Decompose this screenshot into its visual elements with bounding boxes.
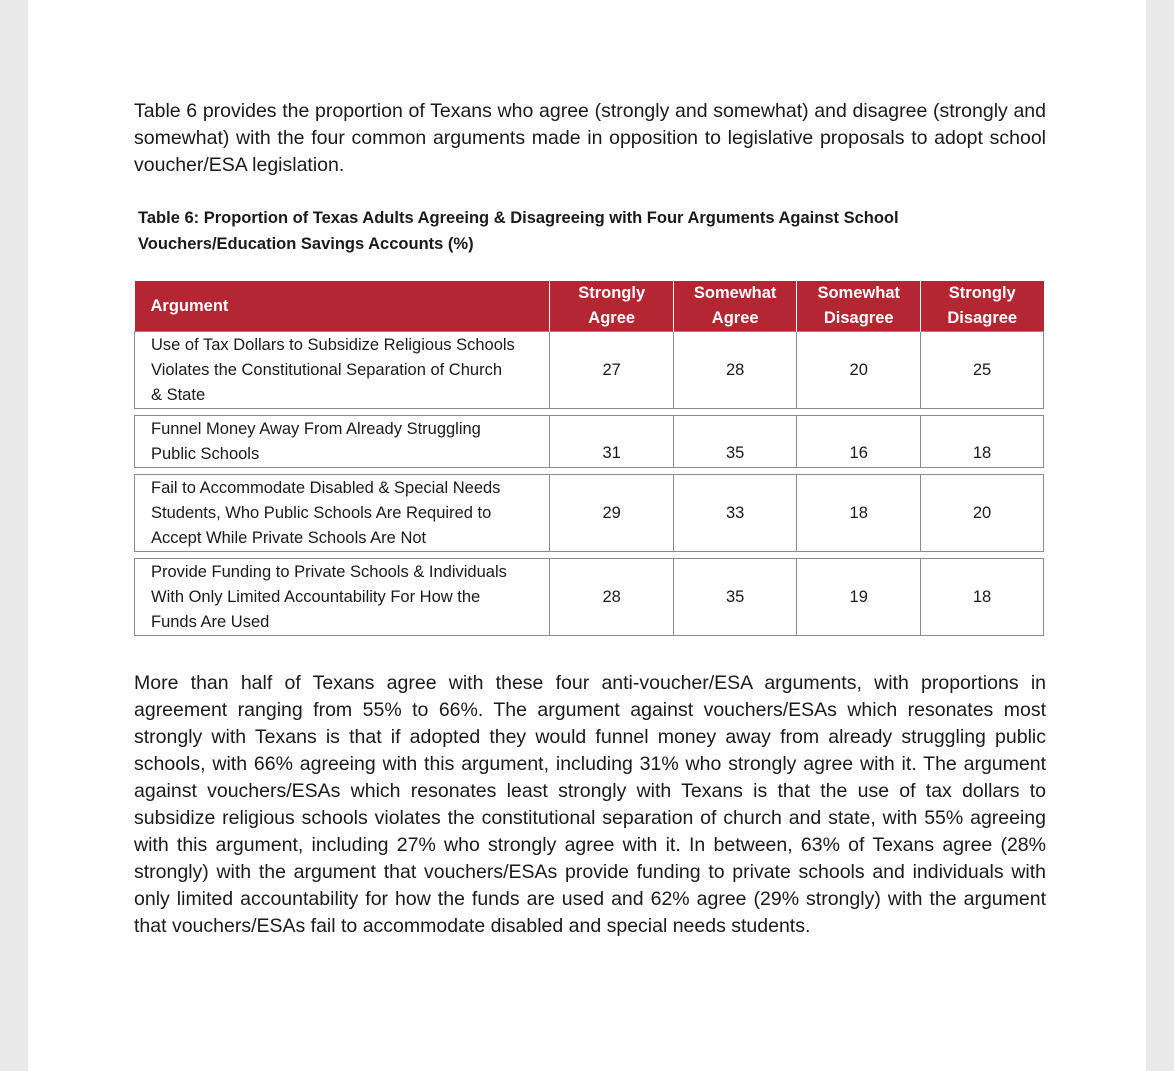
argument-text-line: & State: [151, 386, 206, 404]
argument-text-line: Funds Are Used: [151, 613, 270, 631]
row-separator: [135, 468, 1044, 475]
strongly-disagree-cell: 25: [921, 332, 1044, 409]
argument-text-line: Funnel Money Away From Already Struggling: [151, 420, 481, 438]
document-page: [28, 0, 1146, 1071]
strongly-disagree-cell: 18: [921, 559, 1044, 636]
header-strongly-disagree-line-2: Disagree: [947, 309, 1018, 327]
argument-text-line: Fail to Accommodate Disabled & Special Needs: [151, 479, 501, 497]
argument-cell: [135, 559, 550, 636]
strongly-agree-cell: 29: [550, 475, 673, 552]
argument-text-line: Accept While Private Schools Are Not: [151, 529, 427, 547]
header-strongly-agree-line-1: Strongly: [578, 284, 646, 302]
argument-cell: [135, 416, 550, 468]
header-argument: Argument: [135, 281, 550, 332]
table-row: [135, 559, 1044, 636]
header-strongly-disagree-line-1: Strongly: [948, 284, 1016, 302]
header-somewhat-agree-line-1: Somewhat: [693, 284, 777, 302]
header-strongly-disagree: [921, 281, 1044, 332]
header-strongly-agree-line-2: Agree: [588, 309, 636, 327]
table-header-row: [135, 281, 1044, 332]
somewhat-agree-cell: 35: [673, 559, 797, 636]
somewhat-disagree-cell: 16: [797, 416, 921, 468]
row-separator: [135, 409, 1044, 416]
header-strongly-agree: [550, 281, 673, 332]
argument-text-line: With Only Limited Accountability For How the: [151, 588, 481, 606]
results-table: [134, 281, 1044, 636]
argument-text-line: Public Schools: [151, 445, 260, 463]
argument-text-line: Violates the Constitutional Separation of Church: [151, 361, 502, 379]
table-row: [135, 416, 1044, 468]
somewhat-disagree-cell: 18: [797, 475, 921, 552]
table-row: [135, 332, 1044, 409]
header-somewhat-disagree-line-1: Somewhat: [817, 284, 900, 302]
row-separator: [135, 552, 1044, 559]
argument-text-line: Students, Who Public Schools Are Required to: [151, 504, 492, 522]
argument-cell: [135, 332, 550, 409]
somewhat-agree-cell: 33: [673, 475, 797, 552]
table-row: [135, 475, 1044, 552]
table-caption-line-1: Table 6: Proportion of Texas Adults Agreeing & Disagreeing with Four Arguments Against School: [138, 209, 899, 227]
somewhat-disagree-cell: 20: [797, 332, 921, 409]
header-somewhat-disagree-line-2: Disagree: [823, 309, 894, 327]
header-somewhat-agree-line-2: Agree: [711, 309, 759, 327]
somewhat-disagree-cell: 19: [797, 559, 921, 636]
strongly-disagree-cell: 20: [921, 475, 1044, 552]
argument-text-line: Provide Funding to Private Schools & Individuals: [151, 563, 507, 581]
summary-paragraph: More than half of Texans agree with these four anti-voucher/ESA arguments, with proportions in agreement ranging from 55% to 66%. The argument against vouchers/ESAs which resonates most strongly with Texans is that if adopted they would funnel money away from already struggling public schools, with 66% agreeing with this argument, including 31% who strongly agree with it. The argument against vouchers/ESAs which resonates least strongly with Texans is that the use of tax dollars to subsidize religious schools violates the constitutional separation of church and state, with 55% agreeing with this argument, including 27% who strongly agree with it. In between, 63% of Texans agree (28% strongly) with the argument that vouchers/ESAs provide funding to private schools and individuals with only limited accountability for how the funds are used and 62% agree (29% strongly) with the argument that vouchers/ESAs fail to accommodate disabled and special needs students.: [134, 672, 1046, 937]
header-somewhat-disagree: [797, 281, 921, 332]
strongly-agree-cell: 31: [550, 416, 673, 468]
intro-paragraph: Table 6 provides the proportion of Texans who agree (strongly and somewhat) and disagree (strongly and somewhat) with the four common arguments made in opposition to legislative proposals to adopt school voucher/ESA legislation.: [134, 100, 1046, 176]
strongly-agree-cell: 28: [550, 559, 673, 636]
strongly-agree-cell: 27: [550, 332, 673, 409]
table-caption: [138, 205, 938, 257]
argument-text-line: Use of Tax Dollars to Subsidize Religious Schools: [151, 336, 515, 354]
header-somewhat-agree: [673, 281, 797, 332]
strongly-disagree-cell: 18: [921, 416, 1044, 468]
somewhat-agree-cell: 28: [673, 332, 797, 409]
argument-cell: [135, 475, 550, 552]
somewhat-agree-cell: 35: [673, 416, 797, 468]
table-caption-line-2: Vouchers/Education Savings Accounts (%): [138, 235, 474, 253]
